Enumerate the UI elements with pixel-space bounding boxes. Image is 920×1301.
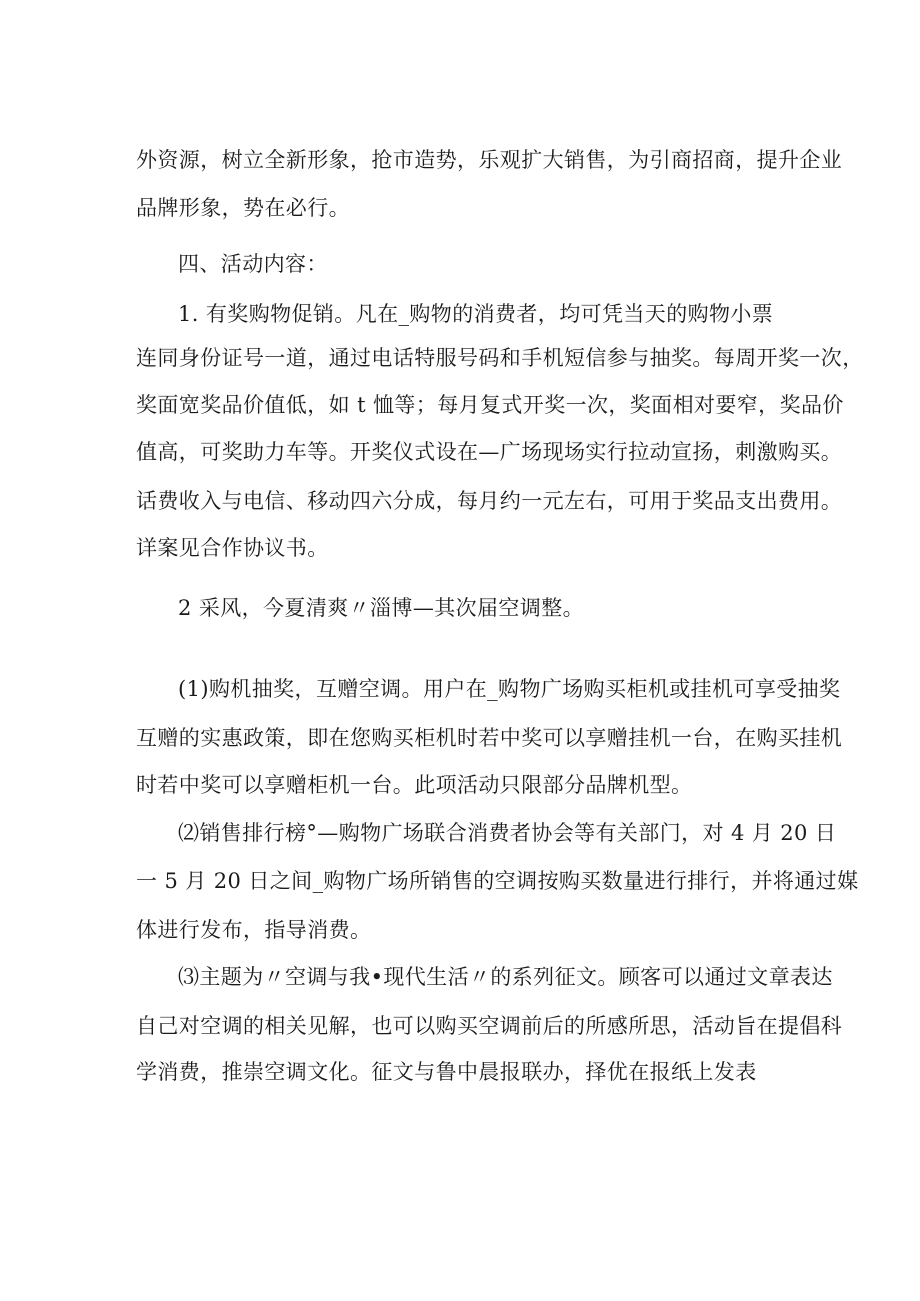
paragraph-line: 学消费，推崇空调文化。征文与鲁中晨报联办，择优在报纸上发表 [136,1060,757,1084]
paragraph-line: 一 5 月 20 日之间_购物广场所销售的空调按购买数量进行排行，并将通过媒 [136,869,859,893]
paragraph-line: 体进行发布，指导消费。 [136,918,372,942]
paragraph-line: 连同身份证号一道，通过电话特服号码和手机短信参与抽奖。每周开奖一次， [136,346,864,370]
paragraph-line: 外资源，树立全新形象，抢市造势，乐观扩大销售，为引商招商，提升企业 [136,148,843,172]
paragraph-line: 奖面宽奖品价值低，如 t 恤等；每月复式开奖一次，奖面相对要窄，奖品价 [136,393,844,417]
paragraph-line: ⑶主题为〃空调与我•现代生活〃的系列征文。顾客可以通过文章表达 [178,965,833,989]
paragraph-line: 时若中奖可以享赠柜机一台。此项活动只限部分品牌机型。 [136,773,693,797]
paragraph-line: ⑵销售排行榜°—购物广场联合消费者协会等有关部门，对 4 月 20 日 [178,821,837,845]
paragraph-line: 自己对空调的相关见解，也可以购买空调前后的所感所思，活动旨在提倡科 [136,1014,843,1038]
paragraph-line: 品牌形象，势在必行。 [136,196,350,220]
paragraph-line: 话费收入与电信、移动四六分成，每月约一元左右，可用于奖品支出费用。 [136,489,843,513]
paragraph-line: 1. 有奖购物促销。凡在_购物的消费者，均可凭当天的购物小票 [178,302,774,326]
section-heading: 四、活动内容： [178,252,328,276]
paragraph-line: 互赠的实惠政策，即在您购买柜机时若中奖可以享赠挂机一台，在购买挂机 [136,726,843,750]
paragraph-line: 值高，可奖助力车等。开奖仪式设在—广场现场实行拉动宣扬，刺激购买。 [136,440,843,464]
paragraph-line: 详案见合作协议书。 [136,536,329,560]
subheading-line: 2 采风，今夏清爽〃淄博—其次届空调整。 [178,596,585,620]
paragraph-line: (1)购机抽奖，互赠空调。用户在_购物广场购买柜机或挂机可享受抽奖 [178,677,841,701]
